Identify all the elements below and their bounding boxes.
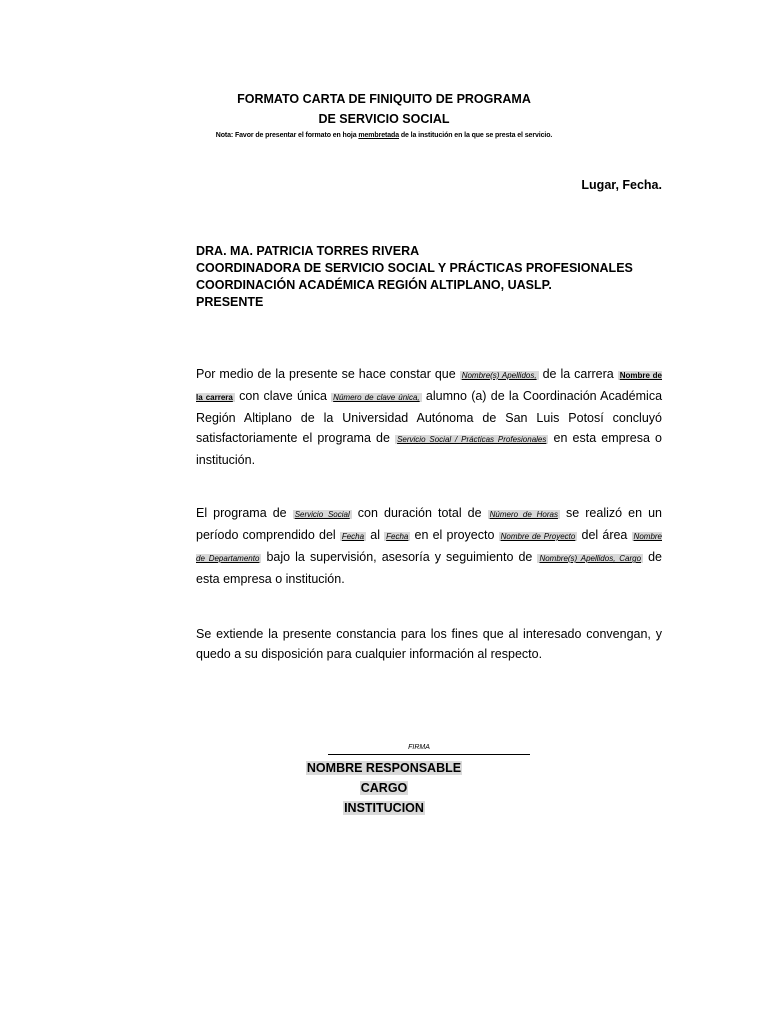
paragraph-text: con duración total de [351, 506, 488, 520]
responsible-institution: INSTITUCION [344, 801, 424, 815]
paragraph-text: de la carrera [538, 367, 618, 381]
paragraph-text: del área [577, 528, 632, 542]
paragraph-text: se realizó en un período comprendido del [196, 506, 663, 542]
field-end-date: Fecha [386, 532, 409, 541]
field-hours: Número de Horas [489, 510, 558, 519]
responsible-cargo: CARGO [360, 781, 408, 795]
responsible-name: NOMBRE RESPONSABLE [306, 761, 462, 775]
paragraph-text: de esta empresa o institución. [196, 550, 662, 586]
note-suffix: de la institución en la que se presta el servicio. [399, 132, 553, 139]
paragraph-text: El programa de [196, 506, 293, 520]
addressee-position: COORDINADORA DE SERVICIO SOCIAL Y PRÁCTICAS PROFESIONALES [196, 261, 633, 275]
signature-block [0, 758, 768, 818]
note-prefix: Nota: Favor de presentar el formato en hoja [215, 132, 359, 139]
paragraph-closing: Se extiende la presente constancia para los fines que al interesado convengan, y quedo a su disposición para cualquier información al respecto. [196, 627, 662, 661]
note-underlined: membretada [358, 132, 400, 139]
paragraph-text: Por medio de la presente se hace constar que [196, 367, 460, 381]
field-supervisor: Nombre(s) Apellidos, Cargo [539, 554, 642, 563]
paragraph-constancia [196, 364, 662, 470]
signature-line [328, 742, 530, 755]
place-date: Lugar, Fecha. [581, 178, 662, 192]
addressee-name: DRA. MA. PATRICIA TORRES RIVERA [196, 244, 420, 258]
paragraph-text: en el proyecto [410, 528, 499, 542]
field-program-type: Servicio Social / Prácticas Profesionales [397, 435, 547, 444]
field-student-name: Nombre(s) Apellidos, [461, 371, 537, 380]
document-title-line1: FORMATO CARTA DE FINIQUITO DE PROGRAMA [237, 92, 531, 106]
field-start-date: Fecha [341, 532, 365, 541]
paragraph-program [196, 503, 662, 589]
field-student-id: Número de clave única, [333, 393, 420, 402]
document-title-line2: DE SERVICIO SOCIAL [318, 112, 450, 126]
format-note [0, 132, 768, 139]
addressee-office: COORDINACIÓN ACADÉMICA REGIÓN ALTIPLANO, UASLP. [196, 278, 552, 292]
field-department-name: Nombre de Departamento [196, 532, 662, 563]
paragraph-text: alumno (a) de la Coordinación Académica Región Altiplano de la Universidad Autónoma de San Luis Potosí concluyó satisfactoriamente el programa de [196, 389, 663, 445]
addressee-block [196, 243, 633, 311]
addressee-presente: PRESENTE [196, 295, 264, 309]
paragraph-text: en esta empresa o institución. [196, 431, 662, 467]
signature-label: FIRMA [408, 744, 430, 751]
field-career-name: Nombre de la carrera [196, 371, 663, 402]
paragraph-text: bajo la supervisión, asesoría y seguimiento de [261, 550, 538, 564]
field-project-name: Nombre de Proyecto [500, 532, 576, 541]
paragraph-text: al [366, 528, 385, 542]
field-program-name: Servicio Social [294, 510, 350, 519]
paragraph-text: con clave única [234, 389, 332, 403]
